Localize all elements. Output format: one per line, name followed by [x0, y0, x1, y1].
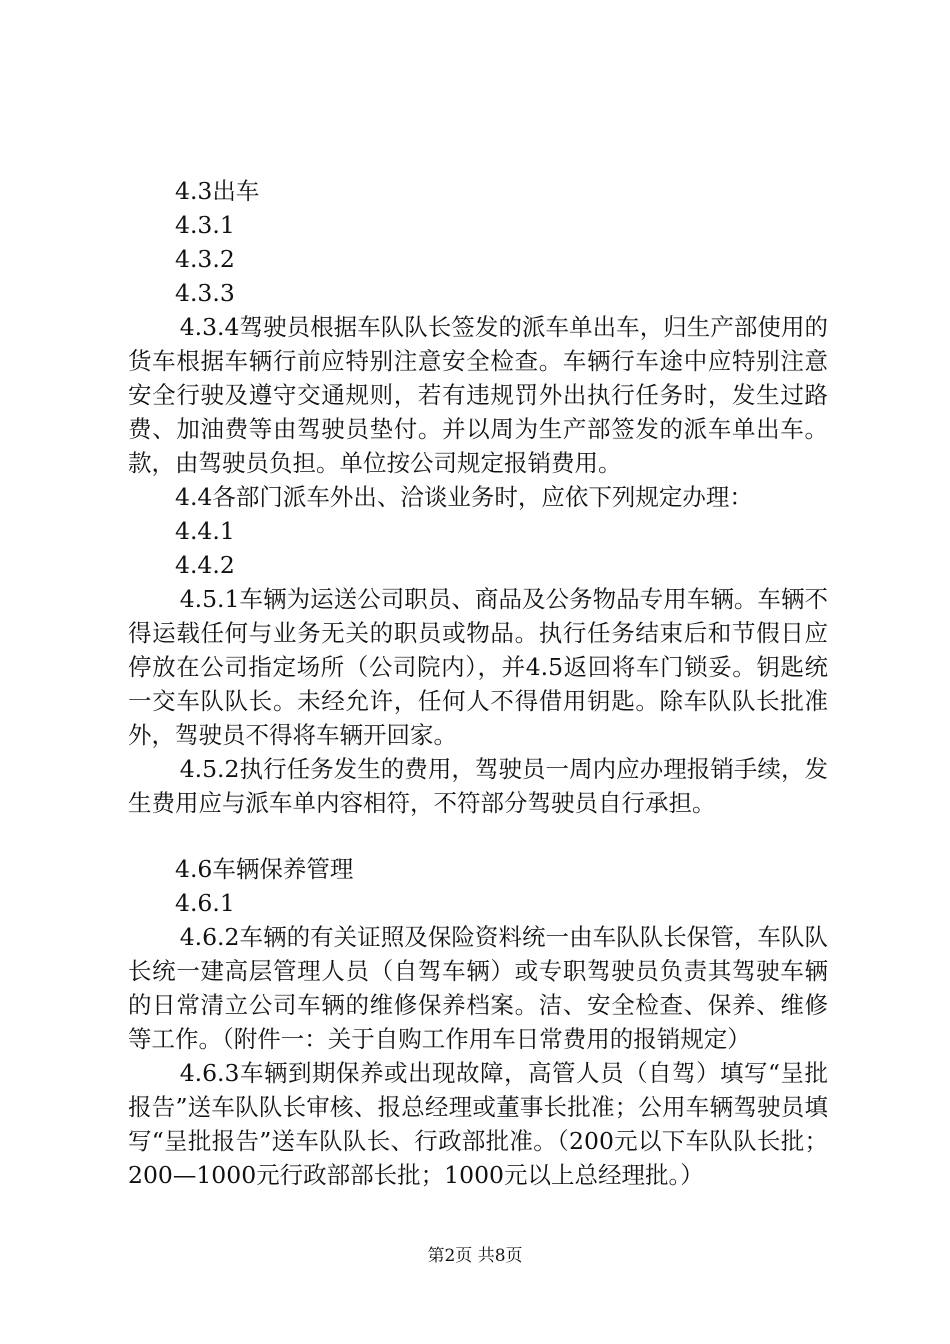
- paragraph-4-4-2: 4.4.2: [175, 551, 235, 579]
- paragraph-4-6-3: 4.6.3车辆到期保养或出现故障，高管人员（自驾）填写“呈批报告”送车队队长审核、报总经理或董事长批准；公用车辆驾驶员填写“呈批报告”送车队队长、行政部批准。（200元以下车队队长批；200—1000元行政部部长批；1000元以上总经理批。）: [128, 1059, 828, 1189]
- paragraph-4-6-2: 4.6.2车辆的有关证照及保险资料统一由车队队长保管，车队队长统一建高层管理人员（自驾车辆）或专职驾驶员负责其驾驶车辆的日常清立公司车辆的维修保养档案。洁、安全检查、保养、维修等工作。（附件一：关于自购工作用车日常费用的报销规定）: [128, 923, 828, 1053]
- paragraph-4-3-4: 4.3.4驾驶员根据车队队长签发的派车单出车，归生产部使用的货车根据车辆行前应特别注意安全检查。车辆行车途中应特别注意安全行驶及遵守交通规则，若有违规罚外出执行任务时，发生过路费、加油费等由驾驶员垫付。并以周为生产部签发的派车单出车。款，由驾驶员负担。单位按公司规定报销费用。: [128, 313, 828, 477]
- paragraph-4-3-1: 4.3.1: [175, 211, 235, 239]
- paragraph-4-3-3: 4.3.3: [175, 279, 235, 307]
- paragraph-4-3-2: 4.3.2: [175, 245, 235, 273]
- paragraph-4-4: 4.4各部门派车外出、洽谈业务时，应依下列规定办理：: [175, 483, 753, 511]
- paragraph-4-6-1: 4.6.1: [175, 889, 235, 917]
- document-body: [128, 174, 828, 1192]
- paragraph-4-3: 4.3出车: [175, 177, 260, 205]
- paragraph-4-5-2: 4.5.2执行任务发生的费用，驾驶员一周内应办理报销手续，发生费用应与派车单内容相符，不符部分驾驶员自行承担。: [128, 755, 828, 817]
- paragraph-gap: [128, 820, 828, 852]
- paragraph-4-4-1: 4.4.1: [175, 517, 235, 545]
- paragraph-4-5-1: 4.5.1车辆为运送公司职员、商品及公务物品专用车辆。车辆不得运载任何与业务无关的职员或物品。执行任务结束后和节假日应停放在公司指定场所（公司院内），并4.5返回将车门锁妥。钥匙统一交车队队长。未经允许，任何人不得借用钥匙。除车队队长批准外，驾驶员不得将车辆开回家。: [128, 585, 828, 749]
- page-number-footer: 第2页 共8页: [427, 1246, 523, 1266]
- paragraph-4-6: 4.6车辆保养管理: [175, 855, 354, 883]
